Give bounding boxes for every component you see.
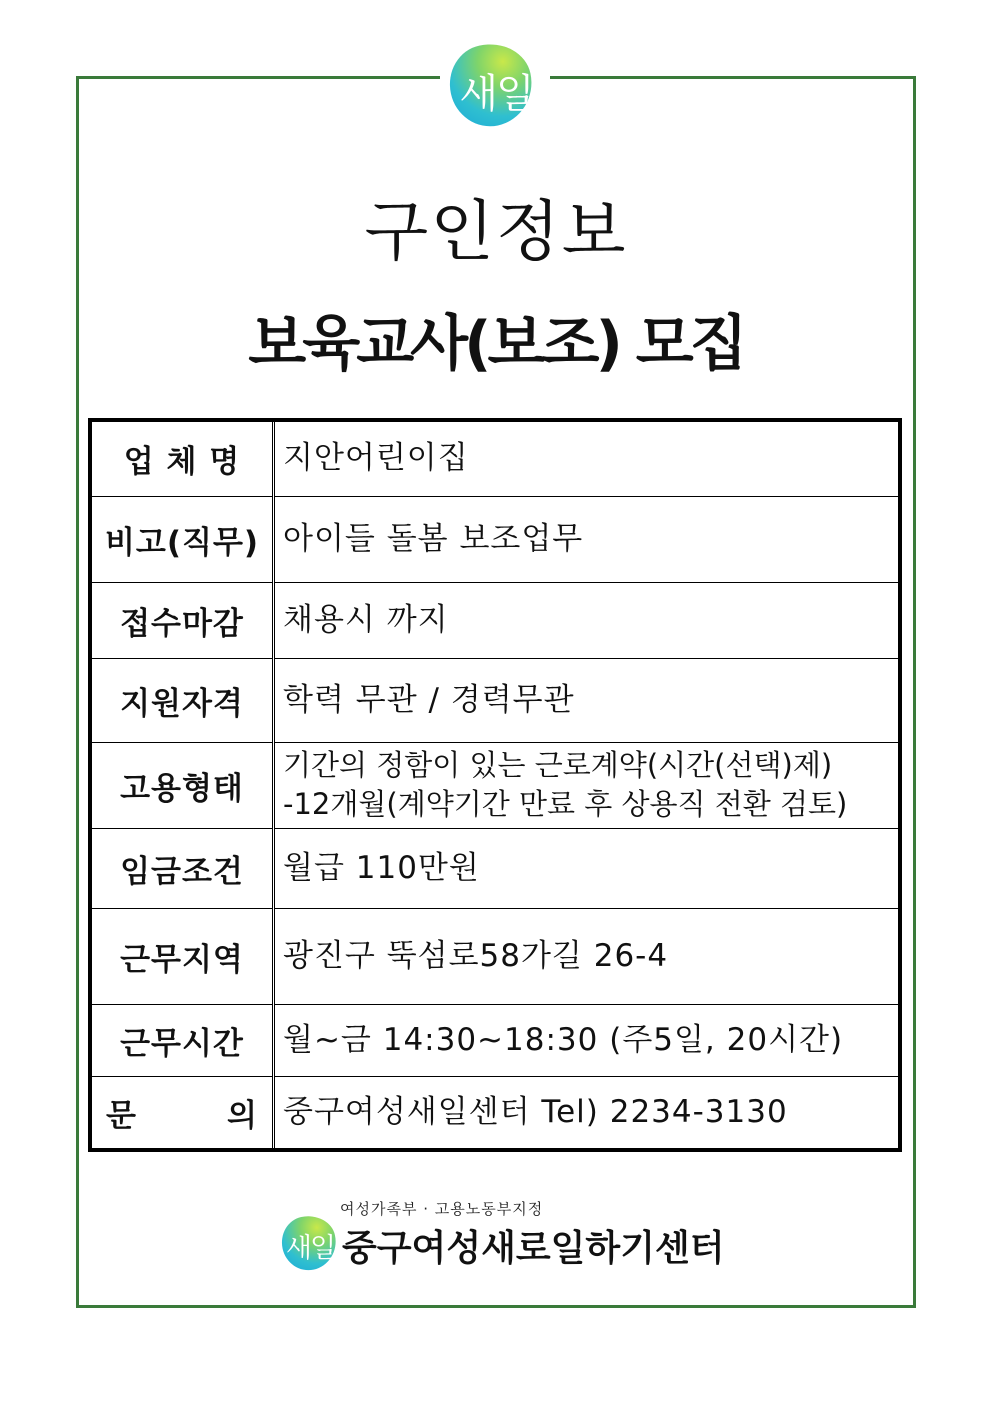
table-row <box>90 742 900 828</box>
label-company: 업 체 명 <box>90 420 274 496</box>
label-employment-type: 고용형태 <box>90 742 274 828</box>
value-deadline: 채용시 까지 <box>274 582 901 658</box>
label-deadline: 접수마감 <box>90 582 274 658</box>
page-title: 구인정보 <box>364 193 628 270</box>
logo-text: 새일 <box>459 71 533 117</box>
value-employment-type <box>274 742 901 828</box>
table-row <box>90 908 900 1004</box>
employment-type-line2: -12개월(계약기간 만료 후 상용직 전환 검토) <box>283 787 848 821</box>
label-qualification: 지원자격 <box>90 658 274 742</box>
job-info-table <box>88 418 902 1152</box>
footer-logo-text: 새일 <box>285 1233 335 1264</box>
label-location: 근무지역 <box>90 908 274 1004</box>
table-row <box>90 420 900 496</box>
employment-type-line1: 기간의 정함이 있는 근로계약(시간(선택)제) <box>283 747 833 782</box>
table-row <box>90 1076 900 1150</box>
value-duty: 아이들 돌봄 보조업무 <box>274 496 901 582</box>
value-salary: 월급 110만원 <box>274 828 901 908</box>
job-title: 보육교사(보조) 모집 <box>248 309 744 379</box>
table-row <box>90 582 900 658</box>
footer-center-name: 중구여성새로일하기센터 <box>342 1228 725 1269</box>
value-contact: 중구여성새일센터 Tel) 2234-3130 <box>274 1076 901 1150</box>
table-row <box>90 828 900 908</box>
table-row <box>90 1004 900 1076</box>
footer-saeil-logo <box>280 1214 340 1274</box>
label-contact: 문 의 <box>90 1076 274 1150</box>
value-hours: 월~금 14:30~18:30 (주5일, 20시간) <box>274 1004 901 1076</box>
table-row <box>90 658 900 742</box>
value-location: 광진구 뚝섬로58가길 26-4 <box>274 908 901 1004</box>
table-row <box>90 496 900 582</box>
label-duty: 비고(직무) <box>90 496 274 582</box>
value-qualification: 학력 무관 / 경력무관 <box>274 658 901 742</box>
label-salary: 임금조건 <box>90 828 274 908</box>
footer-designation: 여성가족부 · 고용노동부지정 <box>340 1200 544 1218</box>
label-hours: 근무시간 <box>90 1004 274 1076</box>
saeil-logo <box>440 40 550 132</box>
value-company: 지안어린이집 <box>274 420 901 496</box>
